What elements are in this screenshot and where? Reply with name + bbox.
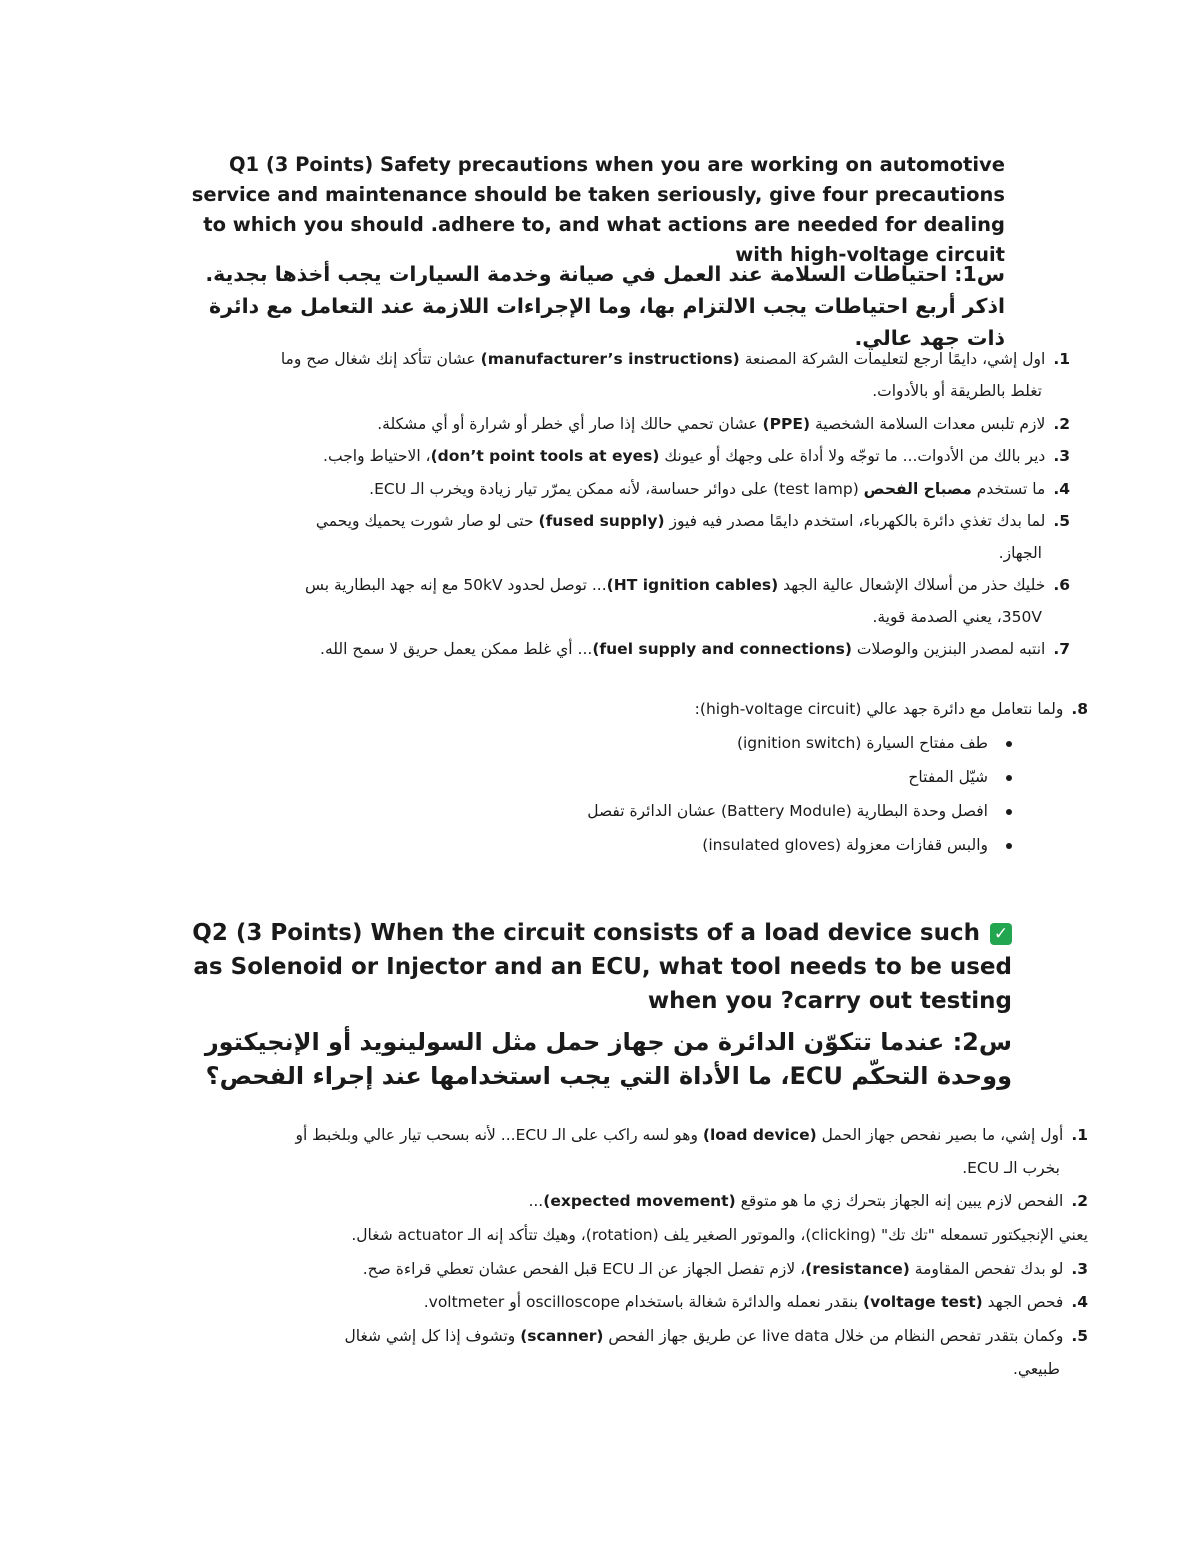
- check-mark-icon: ✓: [990, 923, 1012, 945]
- q2-item-2: 2.الفحص لازم يبين إنه الجهاز بتحرك زي ما هو متوقع (expected movement)...: [528, 1192, 1088, 1210]
- q2-english-heading: ✓Q2 (3 Points) When the circuit consists of a load device such as Solenoid or Injector and an ECU, what tool needs to be used when you ?carry out testing: [192, 920, 1012, 1014]
- q1-item-7: 7.انتبه لمصدر البنزين والوصلات (fuel supply and connections)... أي غلط ممكن يعمل حريق لا سمح الله.: [320, 640, 1070, 658]
- bullet-dot: [1006, 775, 1012, 781]
- q1-item-6: 6.خليك حذر من أسلاك الإشعال عالية الجهد (HT ignition cables)... توصل لحدود 50kV مع إنه جهد البطارية بس: [305, 576, 1070, 594]
- q2-item-5-continuation: طبيعي.: [1012, 1360, 1060, 1378]
- q1-high-voltage-item: 8.ولما نتعامل مع دائرة جهد عالي (high-voltage circuit):: [694, 700, 1088, 718]
- bullet-dot: [1006, 843, 1012, 849]
- q2-item-1-continuation: بخرب الـ ECU.: [962, 1159, 1060, 1177]
- q1-item-1-continuation: تغلط بالطريقة أو بالأدوات.: [872, 382, 1042, 400]
- q2-item-3: 3.لو بدك تفحص المقاومة (resistance)، لازم تفصل الجهاز عن الـ ECU قبل الفحص عشان تعطي قراءة صح.: [362, 1260, 1088, 1278]
- hv-bullet-4: والبس قفازات معزولة (insulated gloves): [312, 830, 1012, 860]
- q2-item-1: 1.أول إشي، ما بصير نفحص جهاز الحمل (load device) وهو لسه راكب على الـ ECU... لأنه بسحب تيار عالي وبلخبط أو: [295, 1126, 1088, 1144]
- hv-bullet-2: شيّل المفتاح: [312, 762, 1012, 792]
- q1-item-4: 4.ما تستخدم مصباح الفحص (test lamp) على دوائر حساسة، لأنه ممكن يمرّر تيار زيادة ويخرب الـ ECU.: [369, 480, 1070, 498]
- q1-item-3: 3.دير بالك من الأدوات... ما توجّه ولا أداة على وجهك أو عيونك (don’t point tools at eyes)، الاحتياط واجب.: [323, 447, 1070, 465]
- q1-arabic-heading: س1: احتياطات السلامة عند العمل في صيانة وخدمة السيارات يجب أخذها بجدية. اذكر أربع احتياطات يجب الالتزام بها، وما الإجراءات اللازمة عند التعامل مع دائرة ذات جهد عالي.: [205, 262, 1005, 350]
- q2-item-4: 4.فحص الجهد (voltage test) بنقدر نعمله والدائرة شغالة باستخدام oscilloscope أو voltmeter.: [423, 1293, 1088, 1311]
- q1-item-2: 2.لازم تلبس معدات السلامة الشخصية (PPE) عشان تحمي حالك إذا صار أي خطر أو شرارة أو أي مشكلة.: [377, 415, 1070, 433]
- q2-item-5: 5.وكمان بتقدر تفحص النظام من خلال live data عن طريق جهاز الفحص (scanner) وتشوف إذا كل إشي شغال: [344, 1327, 1088, 1345]
- hv-bullet-1: طف مفتاح السيارة (ignition switch): [312, 728, 1012, 758]
- bullet-dot: [1006, 809, 1012, 815]
- bullet-dot: [1006, 741, 1012, 747]
- q1-item-5-continuation: الجهاز.: [998, 544, 1042, 562]
- q1-english-heading: Q1 (3 Points) Safety precautions when you are working on automotive service and maintenance should be taken seriously, give four precautions to which you should .adhere to, and what actions are needed for dealing with high-voltage circuit: [191, 153, 1005, 266]
- q2-item-2-continuation: يعني الإنجيكتور تسمعله "تك تك" (clicking)، والموتور الصغير يلف (rotation)، وهيك تتأكد إنه الـ actuator شغال.: [351, 1226, 1088, 1244]
- hv-bullet-3: افصل وحدة البطارية (Battery Module) عشان الدائرة تفصل: [312, 796, 1012, 826]
- q1-item-6-continuation: 350V، يعني الصدمة قوية.: [872, 608, 1042, 626]
- q1-item-1: 1.اول إشي، دايمًا ارجع لتعليمات الشركة المصنعة (manufacturer’s instructions) عشان تتأكد إنك شغال صح وما: [280, 350, 1070, 368]
- q2-arabic-heading: س2: عندما تتكوّن الدائرة من جهاز حمل مثل السولينويد أو الإنجيكتور ووحدة التحكّم ECU، ما الأداة التي يجب استخدامها عند إجراء الفحص؟: [204, 1028, 1012, 1090]
- q1-item-5: 5.لما بدك تغذي دائرة بالكهرباء، استخدم دايمًا مصدر فيه فيوز (fused supply) حتى لو صار شورت يحميك ويحمي: [315, 512, 1070, 530]
